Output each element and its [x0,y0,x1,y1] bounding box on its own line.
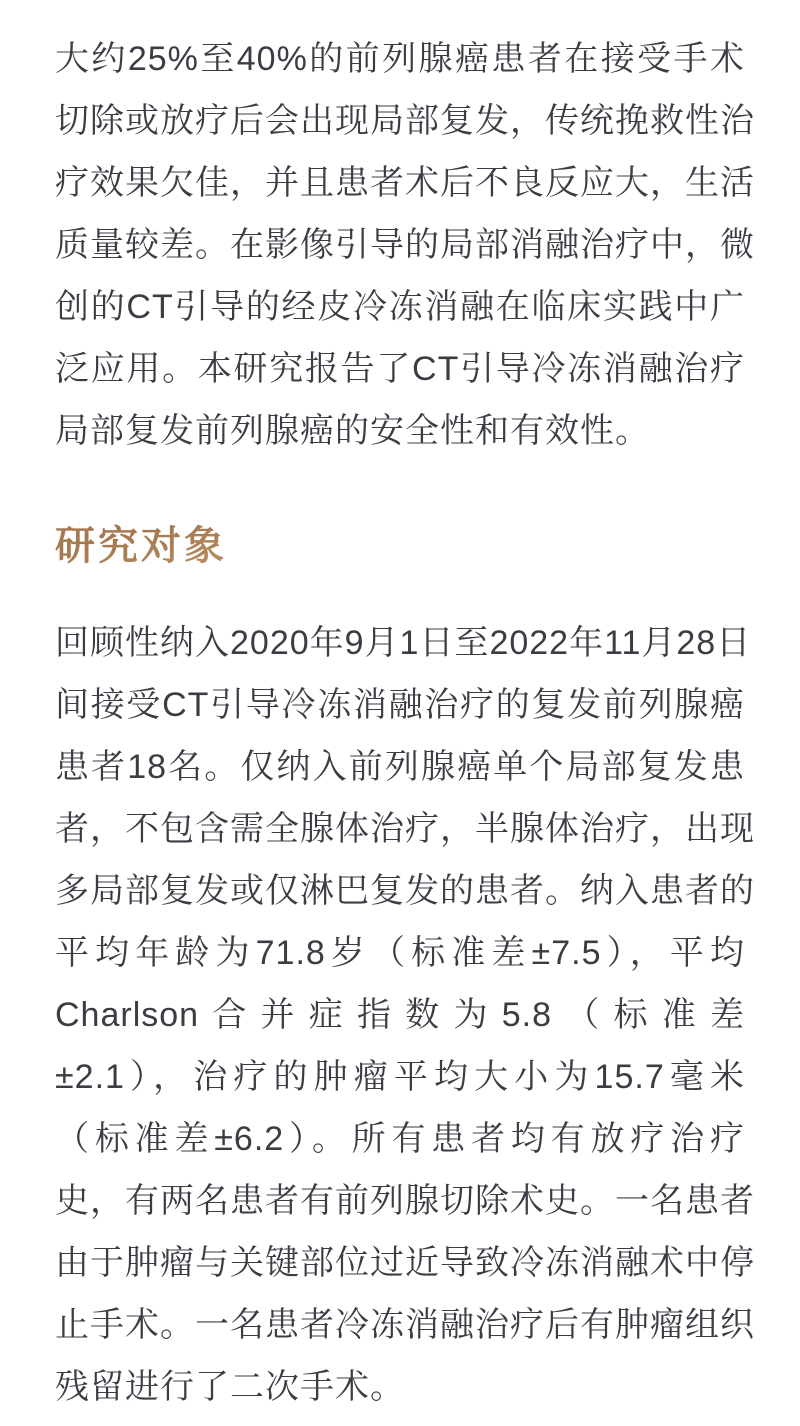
text-line: 多局部复发或仅淋巴复发的患者。纳入患者的 [55,872,755,910]
text-line: 患者18名。仅纳入前列腺癌单个局部复发患 [55,748,745,786]
text-line: 切除或放疗后会出现局部复发，传统挽救性治 [55,102,755,140]
text-line: 者，不包含需全腺体治疗，半腺体治疗，出现 [55,810,755,848]
text-line: 史，有两名患者有前列腺切除术史。一名患者 [55,1182,755,1220]
text-line: 由于肿瘤与关键部位过近导致冷冻消融术中停 [55,1244,755,1282]
subjects-paragraph [55,612,755,1418]
text-line: Charlson合并症指数为5.8（标准差 [55,996,745,1034]
intro-paragraph [55,28,755,462]
text-line: 平均年龄为71.8岁（标准差±7.5），平均 [55,934,745,972]
text-line: 泛应用。本研究报告了CT引导冷冻消融治疗 [55,350,745,388]
section-heading-research-subjects: 研究对象 [55,522,745,570]
text-line: ±2.1），治疗的肿瘤平均大小为15.7毫米 [55,1058,745,1096]
text-line: 间接受CT引导冷冻消融治疗的复发前列腺癌 [55,686,745,724]
text-line: 质量较差。在影像引导的局部消融治疗中，微 [55,226,755,264]
text-line: 止手术。一名患者冷冻消融治疗后有肿瘤组织 [55,1306,755,1344]
text-line: 局部复发前列腺癌的安全性和有效性。 [55,412,650,450]
text-line: 残留进行了二次手术。 [55,1368,405,1406]
text-line: 创的CT引导的经皮冷冻消融在临床实践中广 [55,288,745,326]
text-line: （标准差±6.2）。所有患者均有放疗治疗 [55,1120,745,1158]
text-line: 疗效果欠佳，并且患者术后不良反应大，生活 [55,164,755,202]
text-line: 回顾性纳入2020年9月1日至2022年11月28日 [55,624,752,662]
text-line: 大约25%至40%的前列腺癌患者在接受手术 [55,40,745,78]
